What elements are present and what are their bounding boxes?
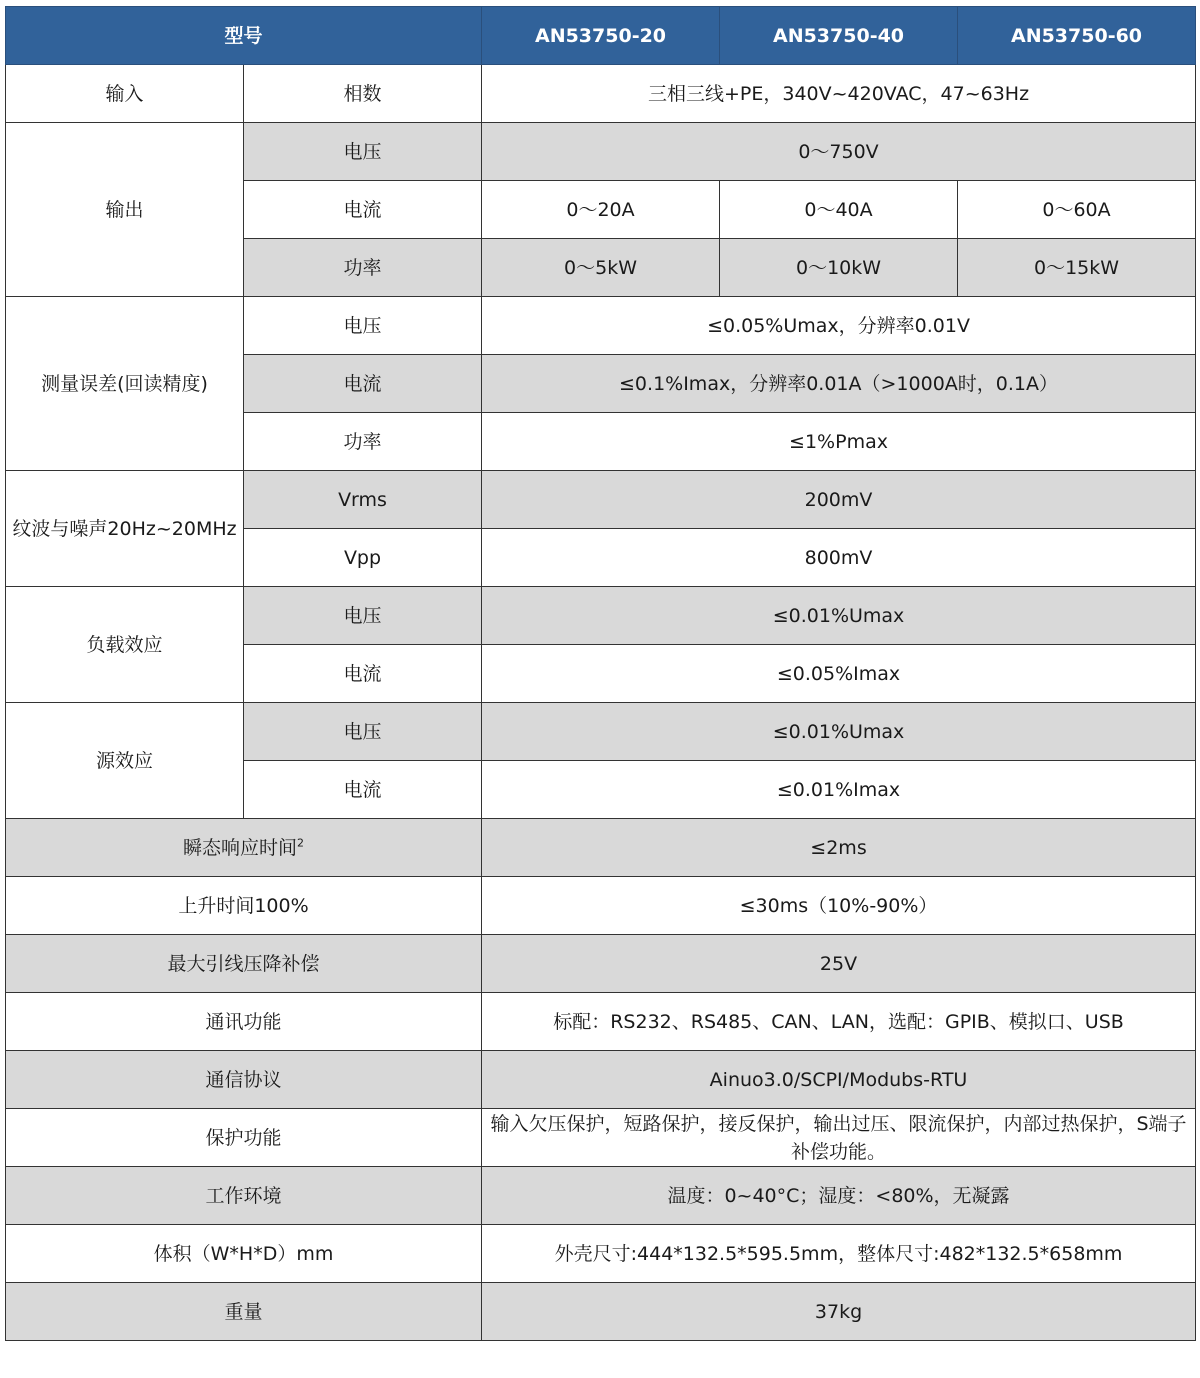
model-label: 型号 <box>6 7 482 65</box>
table-row <box>6 1167 1196 1225</box>
label-weight: 重量 <box>6 1283 482 1341</box>
value-vrms: 200mV <box>482 471 1196 529</box>
param-meas-power: 功率 <box>244 413 482 471</box>
param-load-voltage: 电压 <box>244 587 482 645</box>
value-output-current-1: 0～20A <box>482 181 720 239</box>
param-load-current: 电流 <box>244 645 482 703</box>
value-load-voltage: ≤0.01%Umax <box>482 587 1196 645</box>
value-source-current: ≤0.01%Imax <box>482 761 1196 819</box>
table-row <box>6 587 1196 645</box>
value-output-power-2: 0～10kW <box>720 239 958 297</box>
table-row <box>6 471 1196 529</box>
label-comm: 通讯功能 <box>6 993 482 1051</box>
value-meas-voltage: ≤0.05%Umax，分辨率0.01V <box>482 297 1196 355</box>
header-row <box>6 7 1196 65</box>
value-output-power-1: 0～5kW <box>482 239 720 297</box>
model-header-3: AN53750-60 <box>958 7 1196 65</box>
value-output-current-3: 0～60A <box>958 181 1196 239</box>
table-row <box>6 993 1196 1051</box>
value-comm: 标配：RS232、RS485、CAN、LAN，选配：GPIB、模拟口、USB <box>482 993 1196 1051</box>
transient-footnote: 2 <box>297 836 305 850</box>
model-header-2: AN53750-40 <box>720 7 958 65</box>
label-lead-drop: 最大引线压降补偿 <box>6 935 482 993</box>
value-protocol: Ainuo3.0/SCPI/Modubs-RTU <box>482 1051 1196 1109</box>
table-row <box>6 819 1196 877</box>
table-row <box>6 1283 1196 1341</box>
value-rise: ≤30ms（10%-90%） <box>482 877 1196 935</box>
param-vpp: Vpp <box>244 529 482 587</box>
param-phase: 相数 <box>244 65 482 123</box>
value-weight: 37kg <box>482 1283 1196 1341</box>
value-meas-current: ≤0.1%Imax，分辨率0.01A（>1000A时，0.1A） <box>482 355 1196 413</box>
value-output-voltage: 0～750V <box>482 123 1196 181</box>
table-row <box>6 1225 1196 1283</box>
group-source-effect: 源效应 <box>6 703 244 819</box>
value-source-voltage: ≤0.01%Umax <box>482 703 1196 761</box>
value-protection: 输入欠压保护，短路保护，接反保护，输出过压、限流保护，内部过热保护，S端子补偿功能。 <box>482 1109 1196 1167</box>
model-header-1: AN53750-20 <box>482 7 720 65</box>
group-measurement: 测量误差(回读精度) <box>6 297 244 471</box>
table-row <box>6 297 1196 355</box>
param-meas-current: 电流 <box>244 355 482 413</box>
spec-table <box>5 6 1196 1341</box>
value-output-power-3: 0～15kW <box>958 239 1196 297</box>
spec-table-container <box>5 6 1196 1341</box>
label-protocol: 通信协议 <box>6 1051 482 1109</box>
value-transient: ≤2ms <box>482 819 1196 877</box>
param-meas-voltage: 电压 <box>244 297 482 355</box>
value-env: 温度：0~40°C；湿度：<80%，无凝露 <box>482 1167 1196 1225</box>
label-transient <box>6 819 482 877</box>
value-phase: 三相三线+PE，340V~420VAC，47~63Hz <box>482 65 1196 123</box>
label-env: 工作环境 <box>6 1167 482 1225</box>
table-row <box>6 935 1196 993</box>
value-lead-drop: 25V <box>482 935 1196 993</box>
table-row <box>6 123 1196 181</box>
value-meas-power: ≤1%Pmax <box>482 413 1196 471</box>
param-source-voltage: 电压 <box>244 703 482 761</box>
transient-label-text: 瞬态响应时间 <box>183 836 298 859</box>
param-output-voltage: 电压 <box>244 123 482 181</box>
param-output-current: 电流 <box>244 181 482 239</box>
table-row <box>6 877 1196 935</box>
param-output-power: 功率 <box>244 239 482 297</box>
label-protection: 保护功能 <box>6 1109 482 1167</box>
group-load-effect: 负载效应 <box>6 587 244 703</box>
value-output-current-2: 0～40A <box>720 181 958 239</box>
table-row <box>6 1109 1196 1167</box>
table-row <box>6 703 1196 761</box>
value-vpp: 800mV <box>482 529 1196 587</box>
table-row <box>6 1051 1196 1109</box>
label-volume: 体积（W*H*D）mm <box>6 1225 482 1283</box>
label-rise: 上升时间100% <box>6 877 482 935</box>
value-volume: 外壳尺寸:444*132.5*595.5mm，整体尺寸:482*132.5*658mm <box>482 1225 1196 1283</box>
group-input: 输入 <box>6 65 244 123</box>
table-row <box>6 65 1196 123</box>
group-ripple: 纹波与噪声20Hz~20MHz <box>6 471 244 587</box>
param-vrms: Vrms <box>244 471 482 529</box>
value-load-current: ≤0.05%Imax <box>482 645 1196 703</box>
param-source-current: 电流 <box>244 761 482 819</box>
group-output: 输出 <box>6 123 244 297</box>
